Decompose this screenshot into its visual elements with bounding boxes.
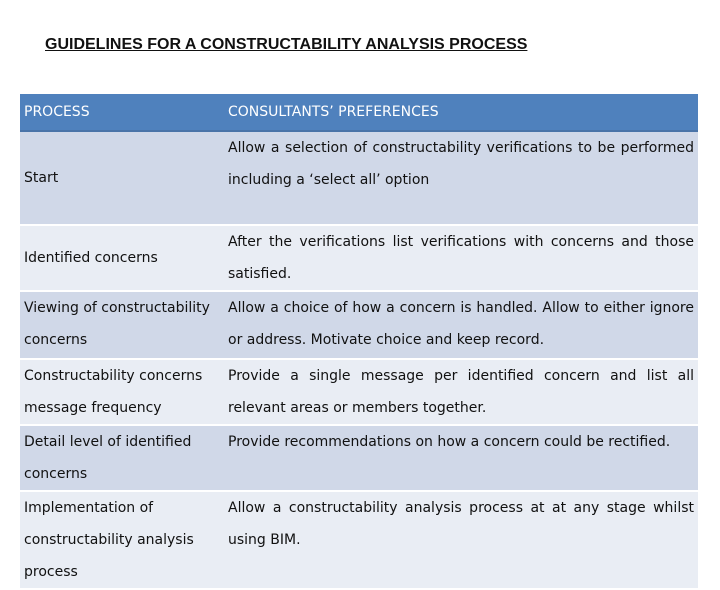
preference-cell: Allow a selection of constructability verifications to be performed including a ‘select all’ option xyxy=(224,131,698,225)
table-row xyxy=(20,359,698,425)
process-cell: Start xyxy=(20,131,224,225)
process-cell: Identified concerns xyxy=(20,225,224,291)
table-row xyxy=(20,225,698,291)
header-preferences: CONSULTANTS’ PREFERENCES xyxy=(224,94,698,131)
table-header-row xyxy=(20,94,698,131)
table-row xyxy=(20,425,698,491)
preference-cell: Allow a constructability analysis process at at any stage whilst using BIM. xyxy=(224,491,698,589)
preference-cell: After the verifications list verifications with concerns and those satisfied. xyxy=(224,225,698,291)
table-row xyxy=(20,291,698,359)
process-cell: Implementation of constructability analysis process xyxy=(20,491,224,589)
process-cell: Detail level of identified concerns xyxy=(20,425,224,491)
process-cell: Viewing of constructability concerns xyxy=(20,291,224,359)
preference-cell: Provide a single message per identified concern and list all relevant areas or members together. xyxy=(224,359,698,425)
preference-cell: Allow a choice of how a concern is handled. Allow to either ignore or address. Motivate choice and keep record. xyxy=(224,291,698,359)
header-process: PROCESS xyxy=(20,94,224,131)
preference-cell: Provide recommendations on how a concern could be rectified. xyxy=(224,425,698,491)
page-title: GUIDELINES FOR A CONSTRUCTABILITY ANALYSIS PROCESS xyxy=(45,36,528,53)
table-row xyxy=(20,491,698,589)
table-row xyxy=(20,131,698,225)
process-cell: Constructability concerns message frequency xyxy=(20,359,224,425)
guidelines-table xyxy=(20,94,698,590)
